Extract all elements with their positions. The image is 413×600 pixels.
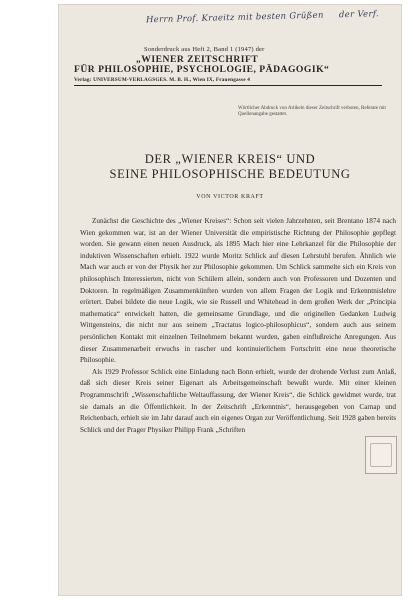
body-paragraph-2: Als 1929 Professor Schlick eine Einladung nach Bonn erhielt, wurde der drohende Verlust zum Anlaß, daß sich dieser Kreis seiner Eigenart als Arbeitsgemeinschaft bewußt wurde. Mit einer kleinen Programmschrift „Wissenschaftliche Weltauffassung, der Wiener Kreis“, die Schlick gewidmet wurde, trat sie damals an die Öffentlichkeit. In der Zeitschrift „Erkenntnis“, herausgegeben von Carnap und Reichenbach, erhielt sie im Jahr darauf auch ein eigenes Organ zur Veröffentlichung. Seit 1928 gaben bereits Schlick und der Prager Physiker Philipp Frank „Schriften <box>80 367 396 434</box>
body-paragraph-1: Zunächst die Geschichte des „Wiener Kreises“: Schon seit vielen Jahrzehnten, seit Brentano 1874 nach Wien gekommen war, ist an der Wiener Universität die empiristische Richtung der Philosophie gepflegt worden. Sie gewann einen neuen Ausdruck, als 1895 Mach hier eine Lehrkanzel für die Philosophie der induktiven Wissenschaften erhielt. 1922 wurde Moritz Schlick auf diesen Lehrstuhl berufen. Ähnlich wie Mach war auch er von der Physik her zur Philosophie gekommen. Um Schlick sammelte sich ein Kreis von philosophisch Interessierten, nicht von Schülern allein, sondern auch von Professoren und Dozenten und Doktoren. In regelmäßigen Zusammenkünften wurden von allem Fragen der Logik und Erkenntnislehre erörtert. Dabei bildete die neue Logik, wie sie Russell und Whitehead in dem großen Werk der „Principia mathematica“ entwickelt hatten, die gemeinsame Grundlage, und die originellen Gedanken Ludwig Wittgensteins, die nicht nur aus seinem „Tractatus logico-philosophicus“, sondern auch aus seinem persönlichen Kontakt mit einzelnen Teilnehmern bekannt wurden, gaben einflußreiche Anregungen. Aus dieser Zusammenarbeit erwuchs in rascher und kontinuierlichem Fortschritt eine neue theoretische Philosophie. <box>80 217 396 365</box>
document-page <box>58 4 402 596</box>
masthead <box>74 46 384 86</box>
reprint-notice: Wörtlicher Abdruck von Artikeln dieser Zeitschrift verboten, Referate mit Quellenangabe gestattet. <box>238 106 386 117</box>
dedication-recipient: Herrn Prof. Kraeitz mit besten Grüßen <box>145 10 324 26</box>
handwritten-dedication <box>146 9 396 26</box>
offprint-notice: Sonderdruck aus Heft 2, Band 1 (1947) der <box>144 46 265 53</box>
publisher-line: Verlag: UNIVERSUM-VERLAGSGES. M. B. H., Wien IX, Frauengasse 4 <box>74 77 251 83</box>
masthead-rule <box>74 85 382 86</box>
journal-title <box>74 55 384 75</box>
article-body <box>80 216 396 436</box>
journal-title-line2: FÜR PHILOSOPHIE, PSYCHOLOGIE, PÄDAGOGIK“ <box>74 64 330 75</box>
article-title <box>58 152 402 182</box>
article-author: VON VICTOR KRAFT <box>196 194 264 200</box>
dedication-signature: der Verf. <box>338 9 380 21</box>
article-title-line1: DER „WIENER KREIS“ UND <box>144 152 316 166</box>
library-stamp <box>365 436 397 474</box>
journal-title-line1: „WIENER ZEITSCHRIFT <box>136 54 259 65</box>
article-title-line2: SEINE PHILOSOPHISCHE BEDEUTUNG <box>109 167 351 181</box>
